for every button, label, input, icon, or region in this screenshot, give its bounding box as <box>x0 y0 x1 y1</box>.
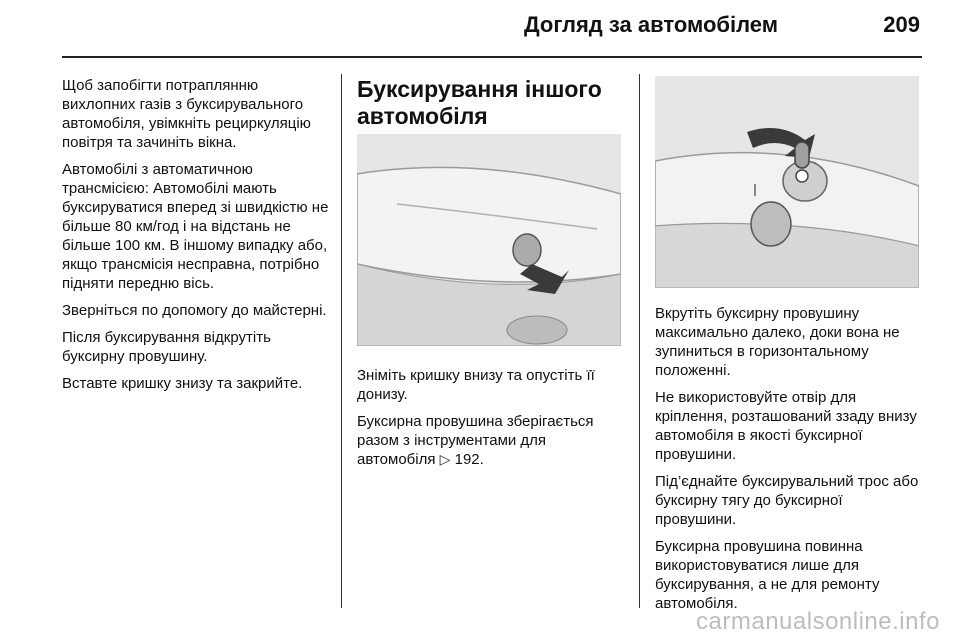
tow-eye-illustration <box>655 76 919 288</box>
arrow-reference-icon: ▷ <box>439 451 451 467</box>
column-2 <box>357 76 625 477</box>
column-divider <box>341 74 342 608</box>
header-rule <box>62 56 922 58</box>
column-1 <box>62 76 334 401</box>
paragraph: Зніміть кришку внизу та опустіть її донизу. <box>357 367 595 403</box>
paragraph: Під’єднайте буксирувальний трос або буксирну тягу до буксирної провушини. <box>655 473 919 528</box>
paragraph: Зверніться по допомогу до майстерні. <box>62 302 327 319</box>
paragraph-text: Буксирна провушина зберігається разом з інструментами для автомобіля <box>357 413 594 468</box>
page-number: 209 <box>883 12 920 37</box>
paragraph: Після буксирування відкрутіть буксирну провушину. <box>62 329 271 365</box>
paragraph: Щоб запобігти потраплянню вихлопних газів з буксирувального автомобіля, увімкніть рециркуляцію повітря та зачиніть вікна. <box>62 77 311 151</box>
column-divider <box>639 74 640 608</box>
reference-page: 192. <box>454 451 484 468</box>
paragraph: Вставте кришку знизу та закрийте. <box>62 375 303 392</box>
watermark: carmanualsonline.info <box>696 608 940 635</box>
section-heading: Буксирування іншого автомобіля <box>357 76 602 129</box>
paragraph: Буксирна провушина повинна використовуватися лише для буксирування, а не для ремонту автомобіля. <box>655 538 880 612</box>
header-title: Догляд за автомобілем <box>523 12 778 37</box>
paragraph: Вкрутіть буксирну провушину максимально далеко, доки вона не зупиниться в горизонтальному положенні. <box>655 305 900 379</box>
column-3 <box>655 76 923 621</box>
paragraph <box>357 412 625 469</box>
paragraph: Автомобілі з автоматичною трансмісією: Автомобілі мають буксируватися вперед зі швидкістю не більше 80 км/год і на відстань не більше 100 км. В іншому випадку або, якщо трансмісія несправна, потрібно підняти передню вісь. <box>62 161 329 292</box>
rear-cover-illustration <box>357 134 621 346</box>
paragraph: Не використовуйте отвір для кріплення, розташований ззаду внизу автомобіля в якості буксирної провушини. <box>655 389 917 463</box>
